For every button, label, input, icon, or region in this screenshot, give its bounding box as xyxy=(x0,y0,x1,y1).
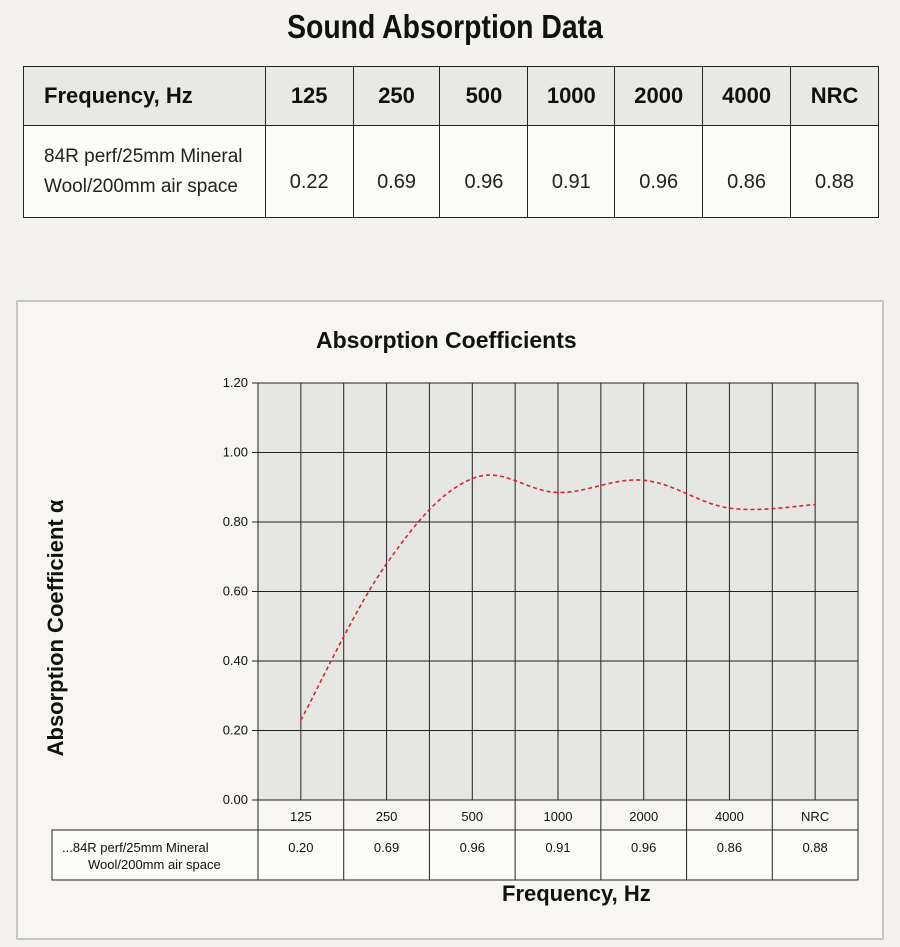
data-point xyxy=(814,504,816,506)
table-header-cell: 250 xyxy=(353,67,440,126)
y-tick-label: 0.40 xyxy=(222,653,248,668)
x-tick-label: 1000 xyxy=(543,809,573,824)
table-cell: 0.69 xyxy=(353,126,440,218)
y-tick-label: 1.00 xyxy=(222,444,248,460)
row-label-line: 84R perf/25mm Mineral xyxy=(44,145,243,167)
data-point xyxy=(386,563,388,565)
x-tick-label: 500 xyxy=(461,809,484,824)
table-header-cell: 500 xyxy=(440,67,528,126)
y-axis-label: Absorption Coefficient α xyxy=(43,499,68,757)
data-point xyxy=(557,492,559,494)
table-header-label: Frequency, Hz xyxy=(24,67,266,126)
legend-value: 0.20 xyxy=(288,840,314,855)
x-tick-label: 2000 xyxy=(629,809,659,824)
page-title: Sound Absorption Data xyxy=(287,8,603,45)
table-cell: 0.22 xyxy=(265,126,353,218)
table-cell: 0.96 xyxy=(440,126,528,218)
table-header-cell: 4000 xyxy=(703,67,791,126)
chart-title: Absorption Coefficients xyxy=(316,327,577,353)
x-tick-label: 125 xyxy=(290,809,312,824)
legend-label-line: Wool/200mm air space xyxy=(88,857,221,872)
legend-table xyxy=(52,830,858,880)
legend-value: 0.91 xyxy=(545,840,571,855)
legend-value: 0.96 xyxy=(631,840,657,855)
table-header-cell: NRC xyxy=(791,67,879,126)
row-label-line: Wool/200mm air space xyxy=(44,175,238,197)
table-header-cell: 1000 xyxy=(528,67,615,126)
table-cell: 0.96 xyxy=(615,126,703,218)
data-point xyxy=(300,719,302,721)
y-tick-label: 0.60 xyxy=(222,583,248,599)
legend-value: 0.69 xyxy=(373,840,400,855)
legend-value: 0.88 xyxy=(802,840,828,855)
x-tick-label: 4000 xyxy=(714,809,744,824)
legend-value: 0.86 xyxy=(716,840,743,855)
data-point xyxy=(729,507,731,509)
x-tick-label: 250 xyxy=(375,809,398,824)
data-point xyxy=(643,480,645,482)
legend-value: 0.96 xyxy=(459,840,485,855)
table-cell: 0.86 xyxy=(703,126,791,218)
table-header-cell: 125 xyxy=(265,67,353,126)
x-tick-label: NRC xyxy=(801,809,830,824)
legend-label-line: ...84R perf/25mm Mineral xyxy=(62,840,209,855)
y-tick-label: 1.20 xyxy=(222,375,248,390)
data-point xyxy=(471,478,473,480)
y-tick-label: 0.00 xyxy=(222,792,248,807)
y-tick-label: 0.20 xyxy=(222,722,248,738)
table-header-cell: 2000 xyxy=(615,67,703,126)
y-tick-label: 0.80 xyxy=(222,514,248,529)
table-cell: 0.88 xyxy=(791,126,879,218)
x-axis-label: Frequency, Hz xyxy=(502,881,651,906)
table-cell: 0.91 xyxy=(528,126,615,218)
